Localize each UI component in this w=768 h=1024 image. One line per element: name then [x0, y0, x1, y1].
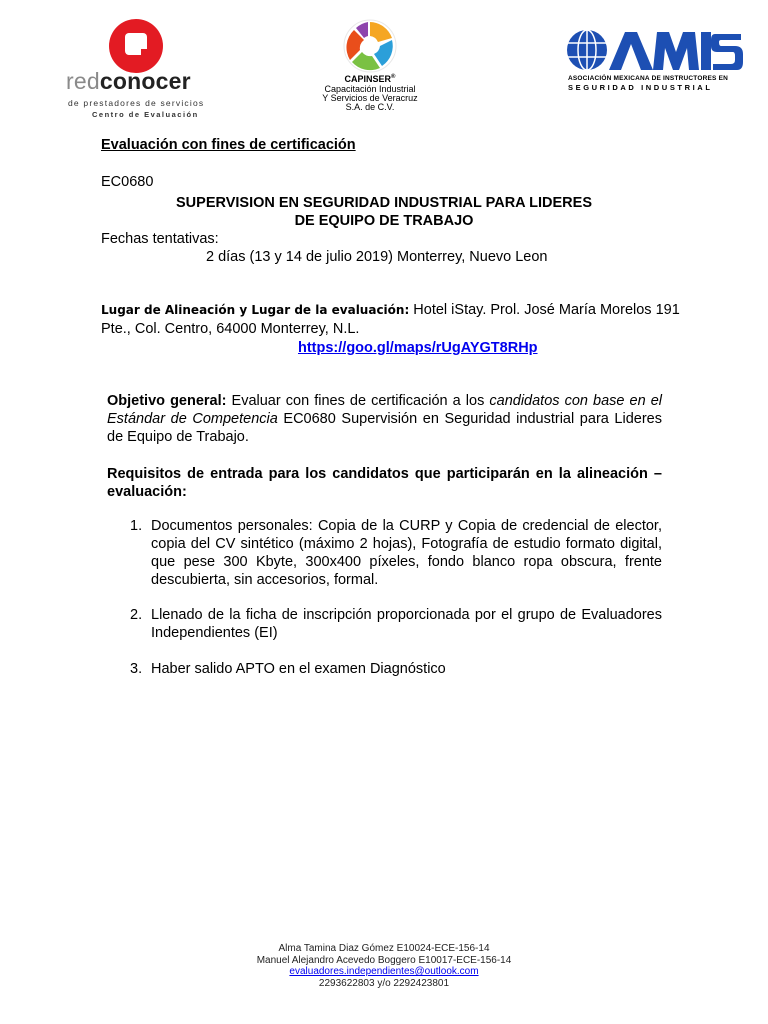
requirements-heading: Requisitos de entrada para los candidatos que participarán en la alineación – evaluación: — [107, 466, 662, 500]
map-link-text[interactable]: https://goo.gl/maps/rUgAYGT8RHp — [298, 340, 538, 356]
dates-label: Fechas tentativas: — [101, 231, 219, 247]
capinser-line-3: S.A. de C.V. — [345, 102, 395, 112]
redconocer-logo — [66, 18, 226, 118]
requirement-text-1: Documentos personales: Copia de la CURP y Copia de credencial de elector, copia del CV sintético (máximo 2 hojas), Fotografía de estudio formato digital, que pese 300 Kbyte, 300x400 píxeles, fondo blanco ropa obscura, frente descubierta, sin accesorios, formal. — [151, 518, 662, 588]
requirement-item-1: 1. Documentos personales: Copia de la CURP y Copia de credencial de elector, copia del CV sintético (máximo 2 hojas), Fotografía de estudio formato digital, que pese 300 Kbyte, 300x400 píxeles, fondo blanco ropa obscura, frente descubierta, sin accesorios, formal. — [130, 518, 662, 588]
objective-paragraph: Objetivo general: Evaluar con fines de certificación a los candidatos con base en el Estándar de Competencia EC0680 Supervisión en Seguridad industrial para Lideres de Equipo de Trabajo. — [107, 393, 662, 445]
footer-line-1: Alma Tamina Diaz Gómez E10024-ECE-156-14 — [278, 943, 490, 954]
capinser-name: CAPINSER® — [344, 74, 396, 84]
redconocer-mark-icon — [108, 18, 164, 74]
dates-value: 2 días (13 y 14 de julio 2019) Monterrey, Nuevo Leon — [206, 249, 548, 265]
standard-title-line-1: SUPERVISION EN SEGURIDAD INDUSTRIAL PARA LIDERES — [176, 195, 592, 211]
place-line-1 — [101, 301, 680, 319]
place-label: Lugar de Alineación y Lugar de la evaluación: — [101, 303, 410, 317]
redconocer-subtitle-2: Centro de Evaluación — [92, 110, 199, 119]
amisi-text-2: SEGURIDAD INDUSTRIAL — [568, 83, 713, 92]
amisi-text-1: ASOCIACIÓN MEXICANA DE INSTRUCTORES EN — [568, 75, 729, 82]
requirement-item-3: 3. Haber salido APTO en el examen Diagnóstico — [130, 660, 662, 678]
capinser-line-1: Capacitación Industrial — [324, 84, 416, 94]
requirement-text-3: Haber salido APTO en el examen Diagnóstico — [151, 661, 446, 677]
amisi-logo — [565, 30, 745, 94]
document-heading: Evaluación con fines de certificación — [101, 137, 356, 153]
requirement-text-2: Llenado de la ficha de inscripción proporcionada por el grupo de Evaluadores Independientes (EI) — [151, 607, 662, 641]
requirement-item-2: 2. Llenado de la ficha de inscripción proporcionada por el grupo de Evaluadores Independientes (EI) — [130, 607, 662, 641]
place-value-1: Hotel iStay. Prol. José María Morelos 191 — [409, 302, 680, 318]
redconocer-subtitle: de prestadores de servicios — [68, 98, 205, 108]
standard-title-line-2: DE EQUIPO DE TRABAJO — [294, 213, 474, 229]
amisi-mark-icon — [565, 30, 745, 74]
footer-email-link[interactable]: evaluadores.independientes@outlook.com — [289, 966, 479, 977]
capinser-line-2: Y Servicios de Veracruz — [322, 93, 418, 103]
footer-phones: 2293622803 y/o 2292423801 — [318, 978, 450, 989]
standard-code: EC0680 — [101, 174, 154, 190]
capinser-mark-icon — [342, 18, 398, 74]
objective-label: Objetivo general: — [107, 393, 227, 409]
place-value-2: Pte., Col. Centro, 64000 Monterrey, N.L. — [101, 321, 360, 337]
capinser-logo — [305, 18, 435, 118]
redconocer-name: redconocer — [66, 68, 191, 94]
footer-line-2: Manuel Alejandro Acevedo Boggero E10017-ECE-156-14 — [256, 955, 512, 966]
map-link[interactable] — [298, 339, 538, 357]
footer-email[interactable] — [0, 966, 768, 977]
objective-italic: candidatos con base en el Estándar de Competencia — [107, 393, 662, 427]
